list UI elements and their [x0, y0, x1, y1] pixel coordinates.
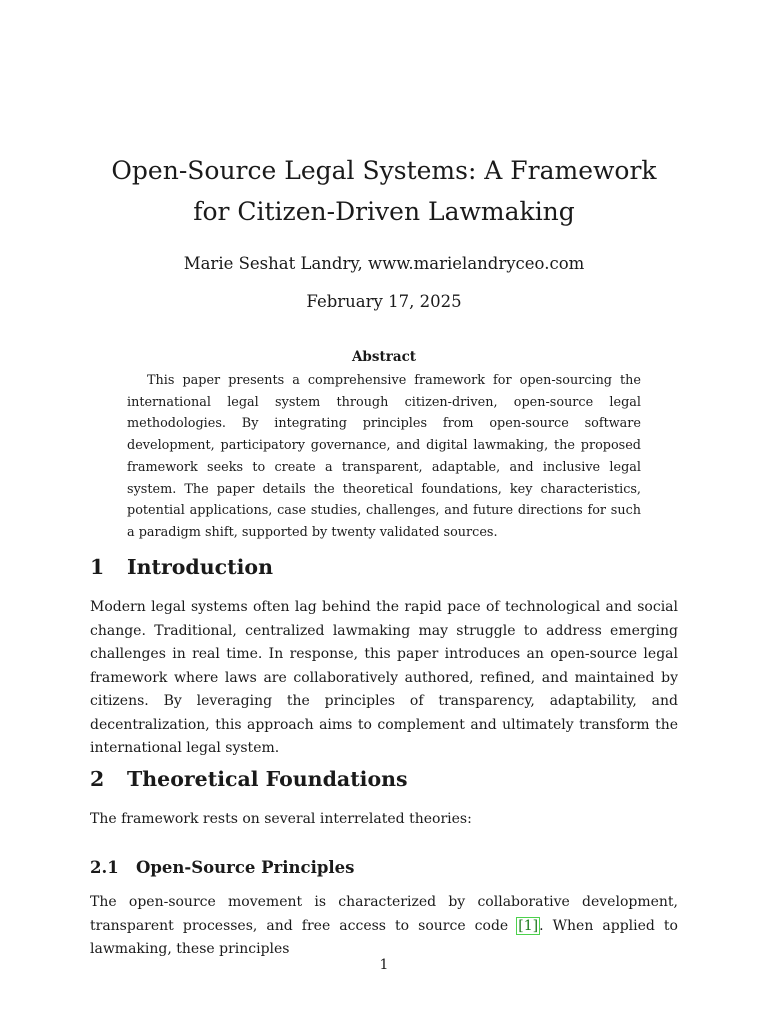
paragraph-text-end: . When applied to lawmaking, these principles [90, 917, 678, 957]
subsection-number: 2.1 [90, 858, 119, 877]
abstract-text: This paper presents a comprehensive framework for open-sourcing the international legal system through citizen-driven, open-source legal methodologies. By integrating principles from open-source software development, participatory governance, and digital lawmaking, the proposed framework seeks to create a transparent, adaptable, and inclusive legal system. The paper details the theoretical foundations, key characteristics, potential applications, case studies, challenges, and future directions for such a paradigm shift, supported by twenty validated sources. [127, 373, 641, 540]
section-title: Introduction [127, 555, 273, 579]
introduction-paragraph: Modern legal systems often lag behind the rapid pace of technological and social change. Traditional, centralized lawmaking may struggle to address emerging challenges in real time. In response, this paper introduces an open-source legal framework where laws are collaboratively authored, refined, and maintained by citizens. By leveraging the principles of transparency, adaptability, and decentralization, this approach aims to complement and ultimately transform the international legal system. [90, 599, 678, 756]
subsection-title: Open-Source Principles [136, 858, 355, 877]
paragraph-text-start: The open-source movement is characterized by collaborative development, transparent processes, and free access to source code [90, 894, 678, 934]
author-line: Marie Seshat Landry, www.marielandryceo.com [183, 254, 585, 273]
section-number: 1 [90, 555, 105, 579]
abstract-heading: Abstract [351, 349, 417, 365]
subsection-heading-open-source-principles [90, 856, 354, 880]
section-number: 2 [90, 767, 105, 791]
section-heading-theoretical-foundations [90, 765, 408, 793]
citation-link[interactable]: [1] [518, 917, 539, 934]
section-heading-introduction [90, 553, 273, 581]
theory-intro-paragraph: The framework rests on several interrelated theories: [90, 811, 472, 827]
publication-date: February 17, 2025 [306, 292, 462, 311]
section-title: Theoretical Foundations [127, 767, 408, 791]
paper-title: Open-Source Legal Systems: A Framework for Citizen-Driven Lawmaking [111, 156, 657, 226]
open-source-paragraph [90, 891, 678, 962]
page-number: 1 [379, 957, 389, 973]
